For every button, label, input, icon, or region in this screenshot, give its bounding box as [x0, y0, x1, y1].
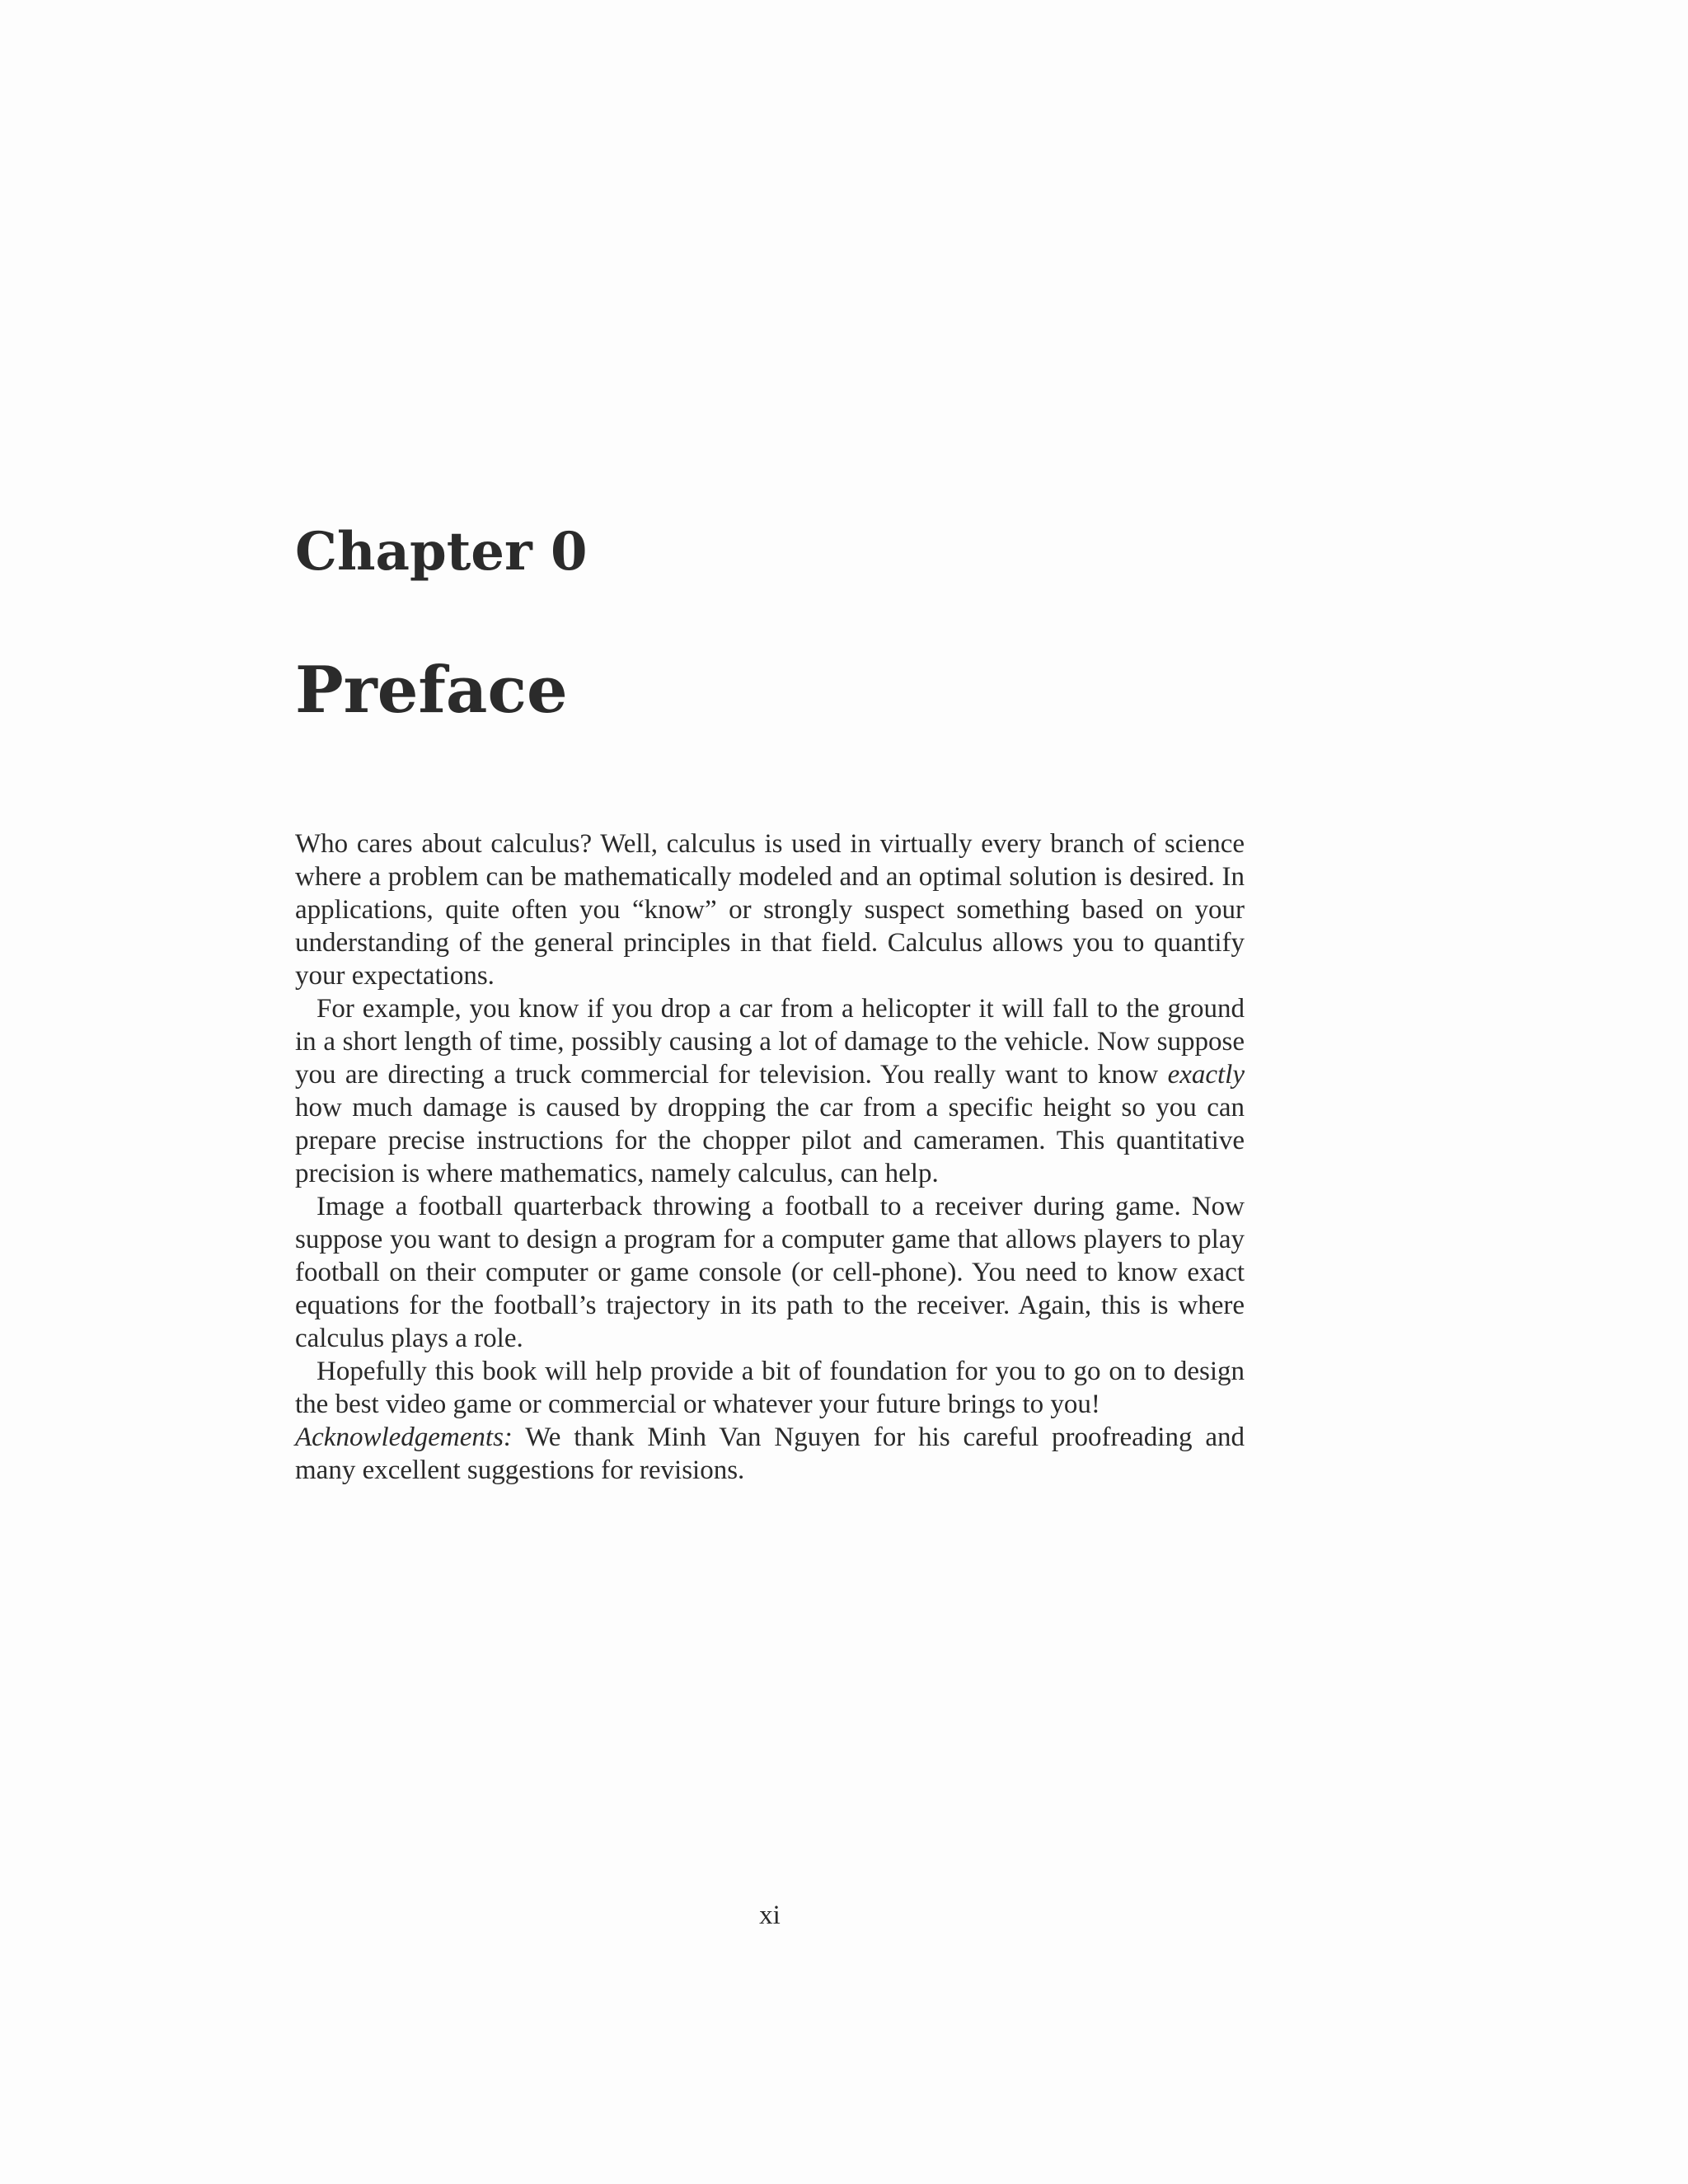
- paragraph-car-example: [295, 992, 1245, 1190]
- chapter-title: Preface: [295, 653, 568, 728]
- preface-body: [295, 827, 1245, 1487]
- paragraph-closing: Hopefully this book will help provide a bit of foundation for you to go on to design the best video game or commercial or whatever your future brings to you!: [295, 1357, 1245, 1419]
- acknowledgements-text: We thank Minh Van Nguyen for his careful proofreading and many excellent suggestions for revisions.: [295, 1422, 1245, 1485]
- acknowledgements-label: Acknowledgements:: [295, 1422, 513, 1452]
- paragraph-football-example: Image a football quarterback throwing a football to a receiver during game. Now suppose you want to design a program for a computer game that allows players to play football on their computer or game console (or cell-phone). You need to know exact equations for the football’s trajectory in its path to the receiver. Again, this is where calculus plays a role.: [295, 1192, 1245, 1353]
- paragraph-car-text-before: For example, you know if you drop a car from a helicopter it will fall to the ground in a short length of time, possibly causing a lot of damage to the vehicle. Now suppose you are directing a truck commercial for television. You really want to know: [295, 994, 1245, 1090]
- paragraph-intro: Who cares about calculus? Well, calculus is used in virtually every branch of science where a problem can be mathematically modeled and an optimal solution is desired. In applications, quite often you “know” or strongly suspect something based on your understanding of the general principles in that field. Calculus allows you to quantify your expectations.: [295, 829, 1245, 991]
- paragraph-car-text-after: how much damage is caused by dropping the car from a specific height so you can prepare precise instructions for the chopper pilot and cameramen. This quantitative precision is where mathematics, namely calculus, can help.: [295, 1093, 1245, 1188]
- page-number: xi: [759, 1900, 781, 1930]
- acknowledgements: [295, 1421, 1245, 1487]
- emphasis-exactly: exactly: [1167, 1060, 1245, 1090]
- chapter-label: Chapter 0: [295, 521, 588, 583]
